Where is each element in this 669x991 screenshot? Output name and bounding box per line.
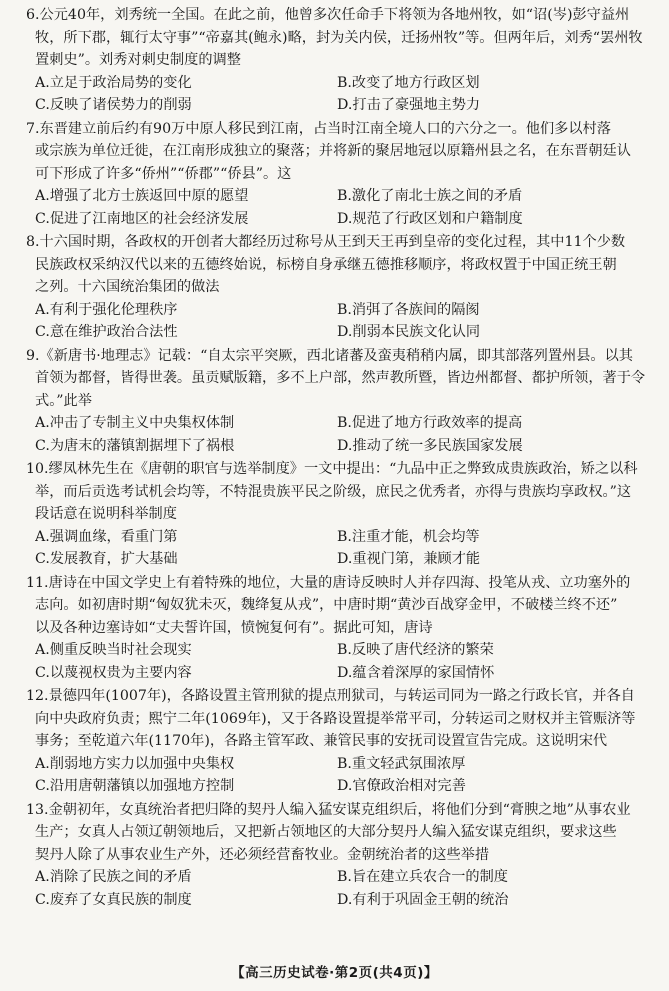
option-b[interactable]: B.旨在建立兵农合一的制度 xyxy=(337,869,508,885)
answer-options xyxy=(26,72,647,117)
option-b[interactable]: B.激化了南北士族之间的矛盾 xyxy=(337,188,523,204)
question-text-line: 之列。十六国统治集团的做法 xyxy=(35,279,220,295)
option-d[interactable]: D.削弱本民族文化认同 xyxy=(337,324,481,340)
option-d[interactable]: D.官僚政治相对完善 xyxy=(337,778,466,794)
option-a[interactable]: A.强调血缘，看重门第 xyxy=(35,528,178,545)
option-d[interactable]: D.打击了豪强地主势力 xyxy=(337,97,481,113)
question-8 xyxy=(26,231,647,344)
option-c[interactable]: C.以蔑视权贵为主要内容 xyxy=(35,664,192,681)
option-b[interactable]: B.消弭了各族间的隔阂 xyxy=(337,301,480,318)
question-text-line: 以及各种边塞诗如“丈夫誓许国，愤惋复何有”。据此可知，唐诗 xyxy=(35,619,433,636)
option-a[interactable]: A.立足于政治局势的变化 xyxy=(35,74,192,91)
question-text-line: 7.东晋建立前后约有90万中原人移民到江南，占当时江南全境人口的六分之一。他们多以村落 xyxy=(26,120,611,137)
question-text-line: 生产；女真人占领辽朝领地后，又把新占领地区的大部分契丹人编入猛安谋克组织，要求这些 xyxy=(35,824,617,840)
option-b[interactable]: B.重文轻武氛围浓厚 xyxy=(337,755,466,772)
option-c[interactable]: C.促进了江南地区的社会经济发展 xyxy=(35,210,249,227)
answer-options xyxy=(26,526,647,571)
question-text-line: 11.唐诗在中国文学史上有着特殊的地位，大量的唐诗反映时人并存四海、投笔从戎、立功塞外的 xyxy=(26,574,631,591)
question-text-line: 6.公元40年，刘秀统一全国。在此之前，他曾多次任命手下将领为各地州牧，如“诏(岑)彭守益州 xyxy=(26,7,630,23)
question-9 xyxy=(26,345,647,458)
answer-options xyxy=(26,866,647,911)
option-a[interactable]: A.消除了民族之间的矛盾 xyxy=(35,869,192,885)
option-b[interactable]: B.促进了地方行政效率的提高 xyxy=(337,415,523,431)
answer-options xyxy=(26,412,647,457)
answer-options xyxy=(26,639,647,684)
question-text-line: 举，而后贡选考试机会均等，不特混贵族平民之阶级，庶民之优秀者，亦得与贵族均享政权。”这 xyxy=(35,483,632,500)
question-text-line: 9.《新唐书·地理志》记载：“自太宗平突厥，西北诸蕃及蛮夷稍稍内属，即其部落列置州县。以其 xyxy=(26,347,633,364)
option-a[interactable]: A.增强了北方士族返回中原的愿望 xyxy=(35,188,249,204)
question-text-line: 向中央政府负责；熙宁二年(1069年)，又于各路设置提举常平司，分转运司之财权并主管赈济等 xyxy=(35,710,636,727)
question-text-line: 10.缪凤林先生在《唐朝的职官与选举制度》一文中提出：“九品中正之弊致成贵族政治，矫之以科 xyxy=(26,461,638,477)
option-d[interactable]: D.推动了统一多民族国家发展 xyxy=(337,437,523,454)
option-a[interactable]: A.削弱地方实力以加强中央集权 xyxy=(35,755,235,772)
question-text-line: 事务；至乾道六年(1170年)，各路主管军政、兼管民事的安抚司设置宣告完成。这说明宋代 xyxy=(35,733,608,749)
option-c[interactable]: C.发展教育，扩大基础 xyxy=(35,551,178,567)
question-text-line: 契丹人除了从事农业生产外，还必须经营畜牧业。金朝统治者的这些举措 xyxy=(35,846,490,863)
question-13 xyxy=(26,799,647,912)
question-7 xyxy=(26,118,647,231)
answer-options xyxy=(26,185,647,230)
option-a[interactable]: A.冲击了专制主义中央集权体制 xyxy=(35,415,235,431)
question-text-line: 牧，所下郡，辄行太守事”“帝嘉其(鲍永)略，封为关内侯，迁扬州牧”等。但两年后，刘秀“罢州牧 xyxy=(35,29,643,46)
option-c[interactable]: C.为唐末的藩镇割据埋下了祸根 xyxy=(35,437,235,454)
option-b[interactable]: B.注重才能，机会均等 xyxy=(337,528,480,545)
question-text-line: 置刺史”。刘秀对刺史制度的调整 xyxy=(35,52,241,68)
question-text-line: 首领为都督，皆得世袭。虽贡赋版籍，多不上户部，然声教所暨，皆边州都督、都护所领，著于令 xyxy=(35,370,646,386)
question-text-line: 段话意在说明科举制度 xyxy=(35,506,177,522)
option-d[interactable]: D.有利于巩固金王朝的统治 xyxy=(337,891,509,908)
question-text-line: 或宗族为单位迁徙，在江南形成独立的聚落；并将新的聚居地冠以原籍州县之名，在东晋朝廷认 xyxy=(35,143,631,159)
question-text-line: 民族政权采纳汉代以来的五德终始说，标榜自身承继五德推移顺序，将政权置于中国正统王朝 xyxy=(35,256,617,273)
option-d[interactable]: D.规范了行政区划和户籍制度 xyxy=(337,210,523,227)
option-a[interactable]: A.侧重反映当时社会现实 xyxy=(35,642,192,658)
question-12 xyxy=(26,685,647,798)
option-c[interactable]: C.沿用唐朝藩镇以加强地方控制 xyxy=(35,778,235,794)
answer-options xyxy=(26,753,647,798)
option-d[interactable]: D.蕴含着深厚的家国情怀 xyxy=(337,664,495,681)
option-c[interactable]: C.意在维护政治合法性 xyxy=(35,324,178,340)
question-6 xyxy=(26,4,647,117)
option-a[interactable]: A.有利于强化伦理秩序 xyxy=(35,301,178,318)
question-text-line: 8.十六国时期，各政权的开创者大都经历过称号从王到天王再到皇帝的变化过程，其中11个少数 xyxy=(26,234,626,250)
option-c[interactable]: C.反映了诸侯势力的削弱 xyxy=(35,97,192,113)
question-text-line: 式。”此举 xyxy=(35,392,92,409)
option-c[interactable]: C.废弃了女真民族的制度 xyxy=(35,891,192,908)
option-b[interactable]: B.改变了地方行政区划 xyxy=(337,74,480,91)
question-text-line: 志向。如初唐时期“匈奴犹未灭，魏绛复从戎”，中唐时期“黄沙百战穿金甲，不破楼兰终不还” xyxy=(35,597,618,613)
question-text-line: 可下形成了许多“侨州”“侨郡”“侨县”。这 xyxy=(35,165,292,182)
option-b[interactable]: B.反映了唐代经济的繁荣 xyxy=(337,642,494,658)
question-10 xyxy=(26,458,647,571)
question-text-line: 13.金朝初年，女真统治者把归降的契丹人编入猛安谋克组织后，将他们分到“膏腴之地”从事农业 xyxy=(26,801,631,818)
option-d[interactable]: D.重视门第，兼顾才能 xyxy=(337,551,481,567)
question-11 xyxy=(26,572,647,685)
question-text-line: 12.景德四年(1007年)，各路设置主管刑狱的提点刑狱司，与转运司同为一路之行政长官，并各自 xyxy=(26,688,635,704)
answer-options xyxy=(26,299,647,344)
page-footer: 【高三历史试卷·第2页(共4页)】 xyxy=(231,965,438,981)
